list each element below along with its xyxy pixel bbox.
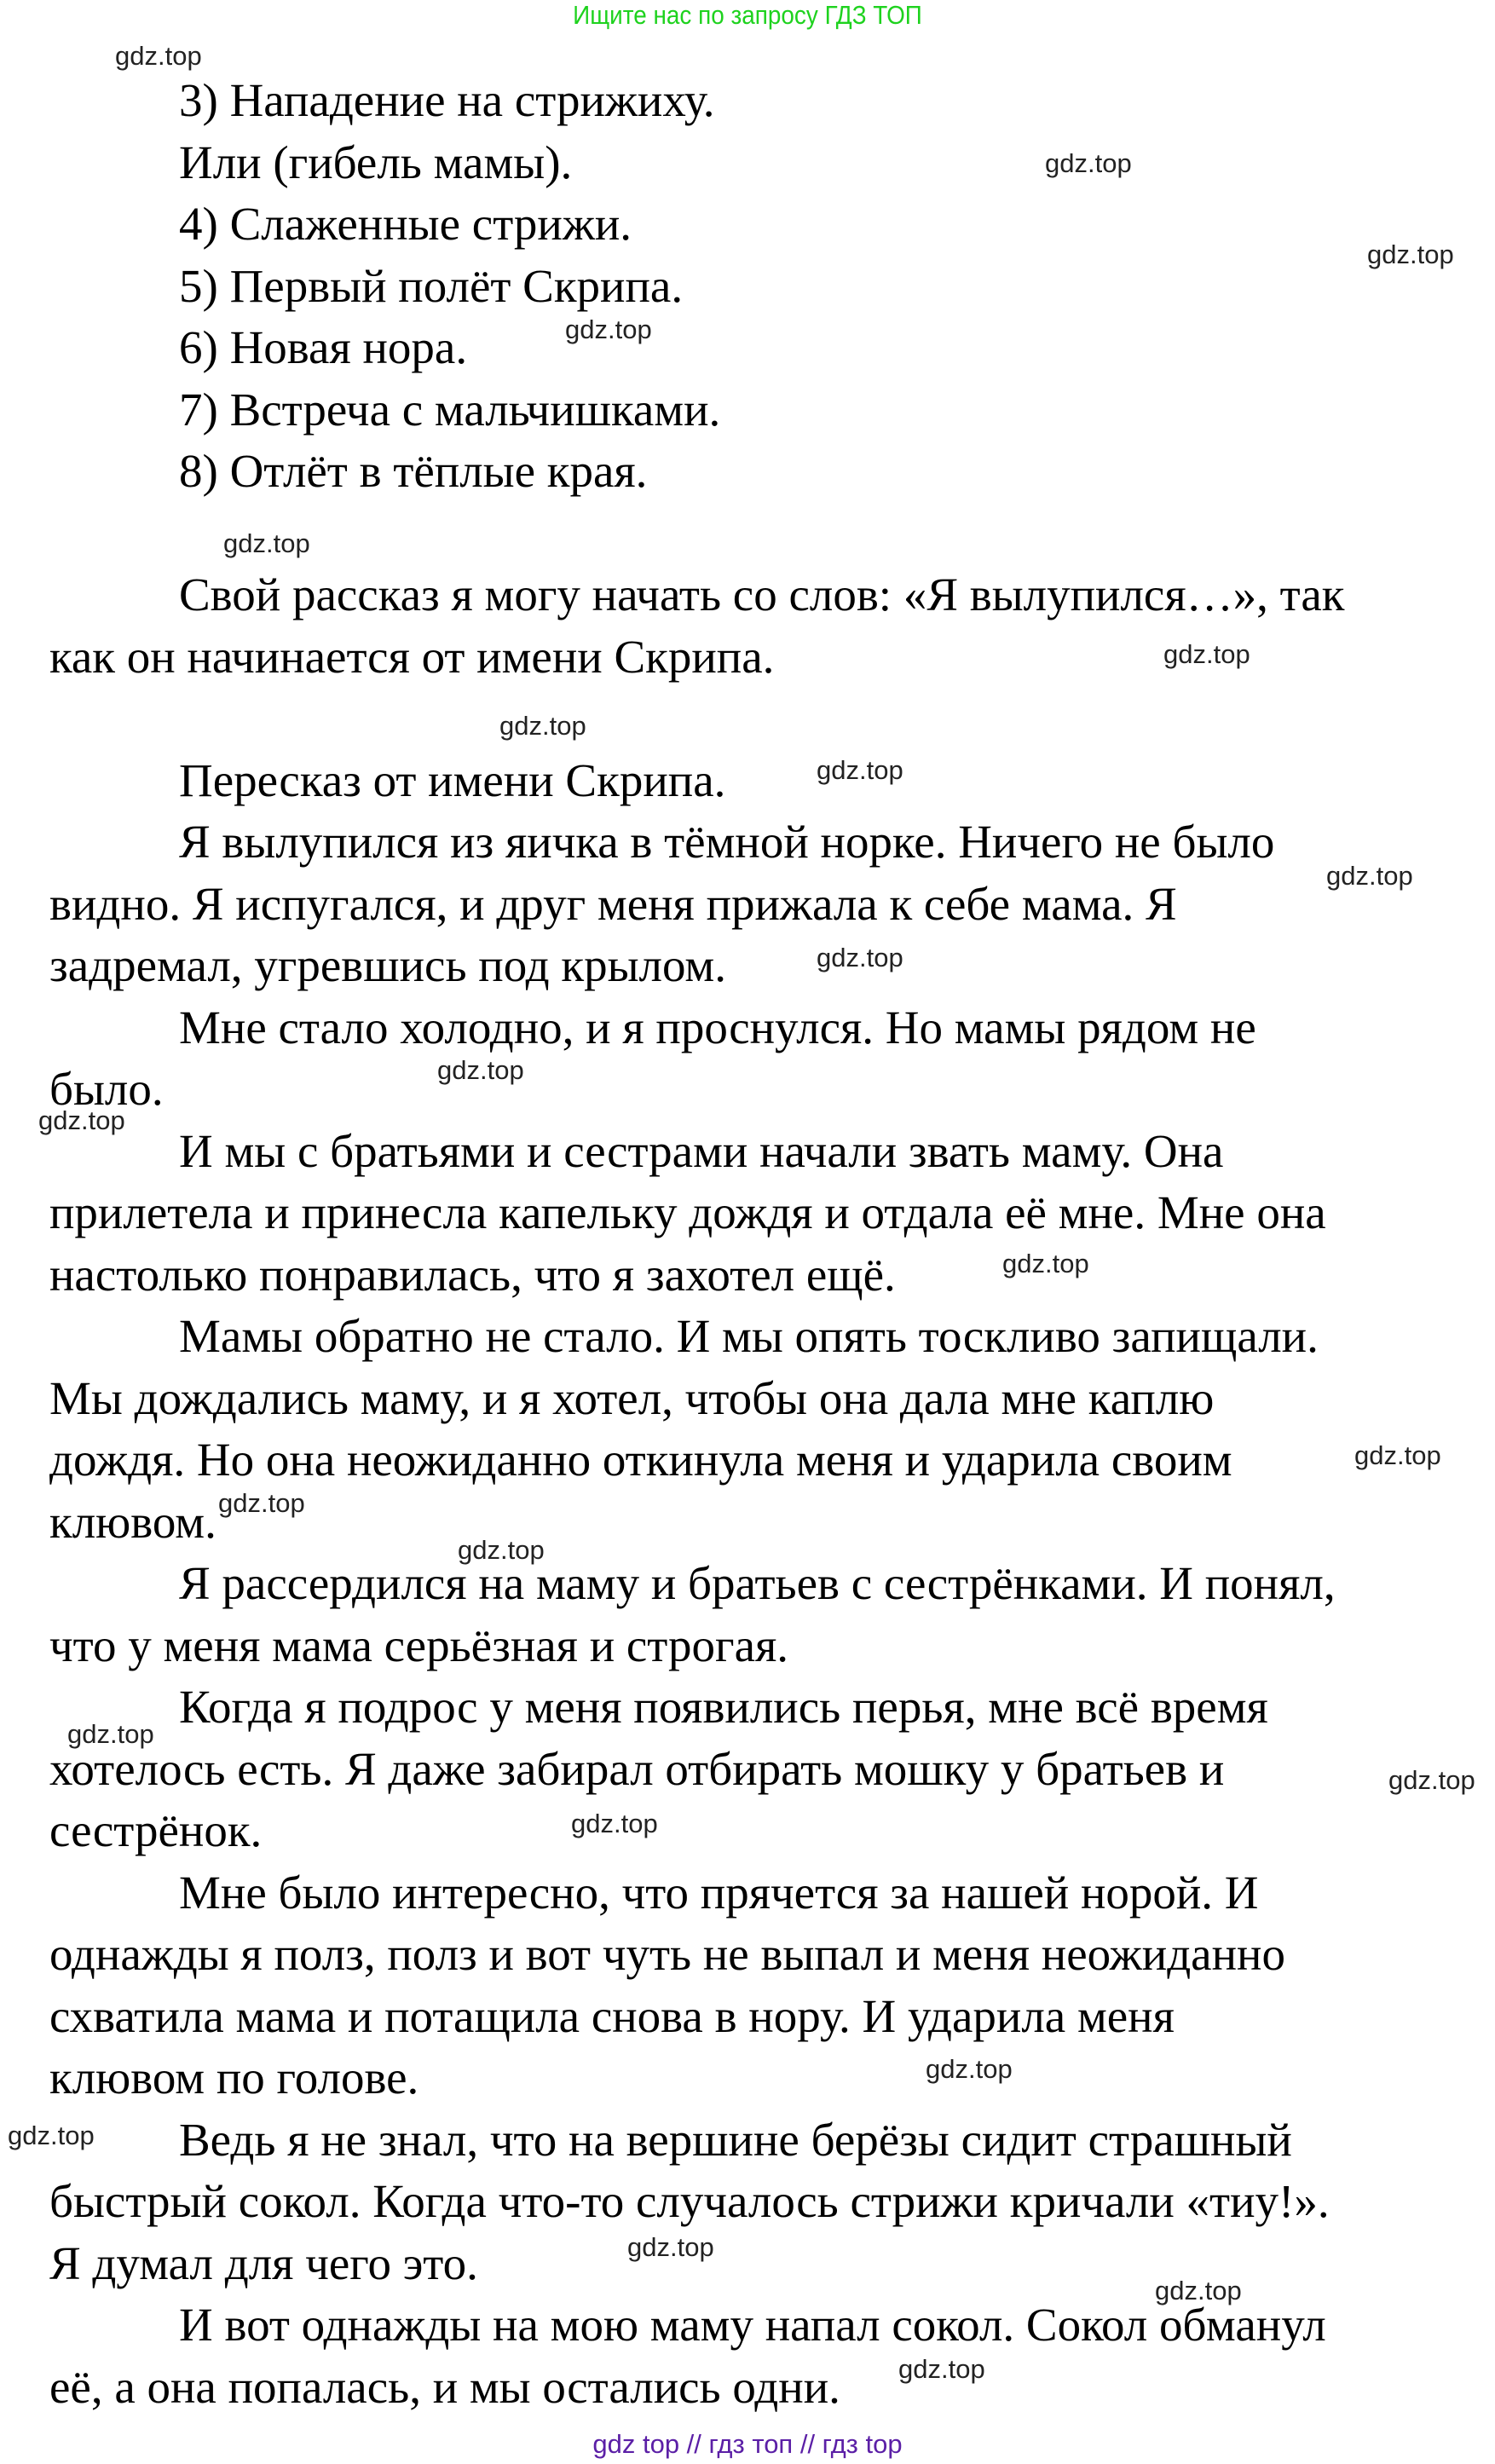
text-line: Мы дождались маму, и я хотел, чтобы она дала мне каплю xyxy=(49,1371,1215,1424)
text-line: Я думал для чего это. xyxy=(49,2236,478,2289)
gdz-watermark: gdz.top xyxy=(1388,1765,1475,1795)
text-line: её, а она попалась, и мы остались одни. xyxy=(49,2360,840,2413)
text-line: И мы с братьями и сестрами начали звать маму. Она xyxy=(179,1124,1224,1177)
text-line: прилетела и принесла капельку дождя и отдала её мне. Мне она xyxy=(49,1186,1326,1238)
gdz-watermark: gdz.top xyxy=(1002,1249,1089,1278)
gdz-watermark: gdz.top xyxy=(1045,148,1132,178)
text-line: однажды я полз, полз и вот чуть не выпал и меня неожиданно xyxy=(49,1928,1285,1980)
text-line: 7) Встреча с мальчишками. xyxy=(179,383,721,436)
text-line: клювом. xyxy=(49,1495,216,1548)
text-line: Я рассердился на маму и братьев с сестрёнками. И понял, xyxy=(179,1557,1336,1609)
text-line: Мне было интересно, что прячется за нашей норой. И xyxy=(179,1866,1259,1919)
text-line: Свой рассказ я могу начать со слов: «Я вылупился…», так xyxy=(179,568,1345,620)
text-line: настолько понравилась, что я захотел ещё. xyxy=(49,1248,896,1301)
text-line: схватила мама и потащила снова в нору. И ударила меня xyxy=(49,1989,1175,2042)
gdz-watermark: gdz.top xyxy=(458,1535,545,1565)
search-hint-banner: Ищите нас по запросу ГДЗ ТОП xyxy=(573,0,922,30)
gdz-watermark: gdz.top xyxy=(1326,861,1413,891)
gdz-watermark: gdz.top xyxy=(1367,239,1454,269)
gdz-watermark: gdz.top xyxy=(926,2054,1013,2084)
text-line: 4) Слаженные стрижи. xyxy=(179,198,632,250)
text-line: 6) Новая нора. xyxy=(179,321,468,373)
gdz-watermark: gdz.top xyxy=(627,2232,714,2262)
text-line: сестрёнок. xyxy=(49,1804,263,1856)
text-line: Ведь я не знал, что на вершине берёзы сидит страшный xyxy=(179,2113,1292,2166)
gdz-watermark: gdz.top xyxy=(817,755,903,785)
gdz-watermark: gdz.top xyxy=(38,1105,125,1135)
text-line: Или (гибель мамы). xyxy=(179,136,573,188)
gdz-watermark: gdz.top xyxy=(223,528,310,558)
gdz-watermark: gdz.top xyxy=(1354,1440,1441,1470)
gdz-watermark: gdz.top xyxy=(499,711,586,741)
text-line: 5) Первый полёт Скрипа. xyxy=(179,259,684,312)
gdz-watermark: gdz.top xyxy=(565,314,652,344)
gdz-watermark: gdz.top xyxy=(67,1719,154,1749)
gdz-watermark: gdz.top xyxy=(898,2354,985,2384)
text-line: И вот однажды на мою маму напал сокол. Сокол обманул xyxy=(179,2299,1326,2351)
text-line: Пересказ от имени Скрипа. xyxy=(179,753,726,806)
text-line: хотелось есть. Я даже забирал отбирать мошку у братьев и xyxy=(49,1742,1225,1795)
text-line: 3) Нападение на стрижиху. xyxy=(179,74,715,126)
text-line: Я вылупился из яичка в тёмной норке. Ничего не было xyxy=(179,816,1275,868)
text-line: как он начинается от имени Скрипа. xyxy=(49,630,775,683)
text-line: видно. Я испугался, и друг меня прижала к себе мама. Я xyxy=(49,877,1177,930)
document-text xyxy=(0,70,1495,2418)
text-line: что у меня мама серьёзная и строгая. xyxy=(49,1619,789,1671)
blank-line xyxy=(0,688,1495,750)
gdz-watermark: gdz.top xyxy=(1155,2276,1242,2305)
text-line: Мамы обратно не стало. И мы опять тоскливо запищали. xyxy=(179,1310,1319,1362)
gdz-watermark: gdz.top xyxy=(1163,639,1250,669)
text-line: дождя. Но она неожиданно откинула меня и ударила своим xyxy=(49,1434,1232,1486)
footer-watermark: gdz top // гдз топ // гдз top xyxy=(592,2429,903,2459)
text-line: задремал, угревшись под крылом. xyxy=(49,939,726,991)
gdz-watermark: gdz.top xyxy=(437,1055,524,1085)
gdz-watermark: gdz.top xyxy=(8,2121,95,2150)
text-line: быстрый сокол. Когда что-то случалось стрижи кричали «тиу!». xyxy=(49,2175,1330,2227)
text-line: Мне стало холодно, и я проснулся. Но мамы рядом не xyxy=(179,1001,1256,1053)
gdz-watermark: gdz.top xyxy=(115,41,202,71)
text-line: было. xyxy=(49,1063,164,1115)
text-line: Когда я подрос у меня появились перья, мне всё время xyxy=(179,1681,1268,1733)
text-line: 8) Отлёт в тёплые края. xyxy=(179,445,648,497)
gdz-watermark: gdz.top xyxy=(218,1488,305,1518)
gdz-watermark: gdz.top xyxy=(817,943,903,972)
gdz-watermark: gdz.top xyxy=(571,1809,658,1838)
text-line: клювом по голове. xyxy=(49,2051,419,2103)
